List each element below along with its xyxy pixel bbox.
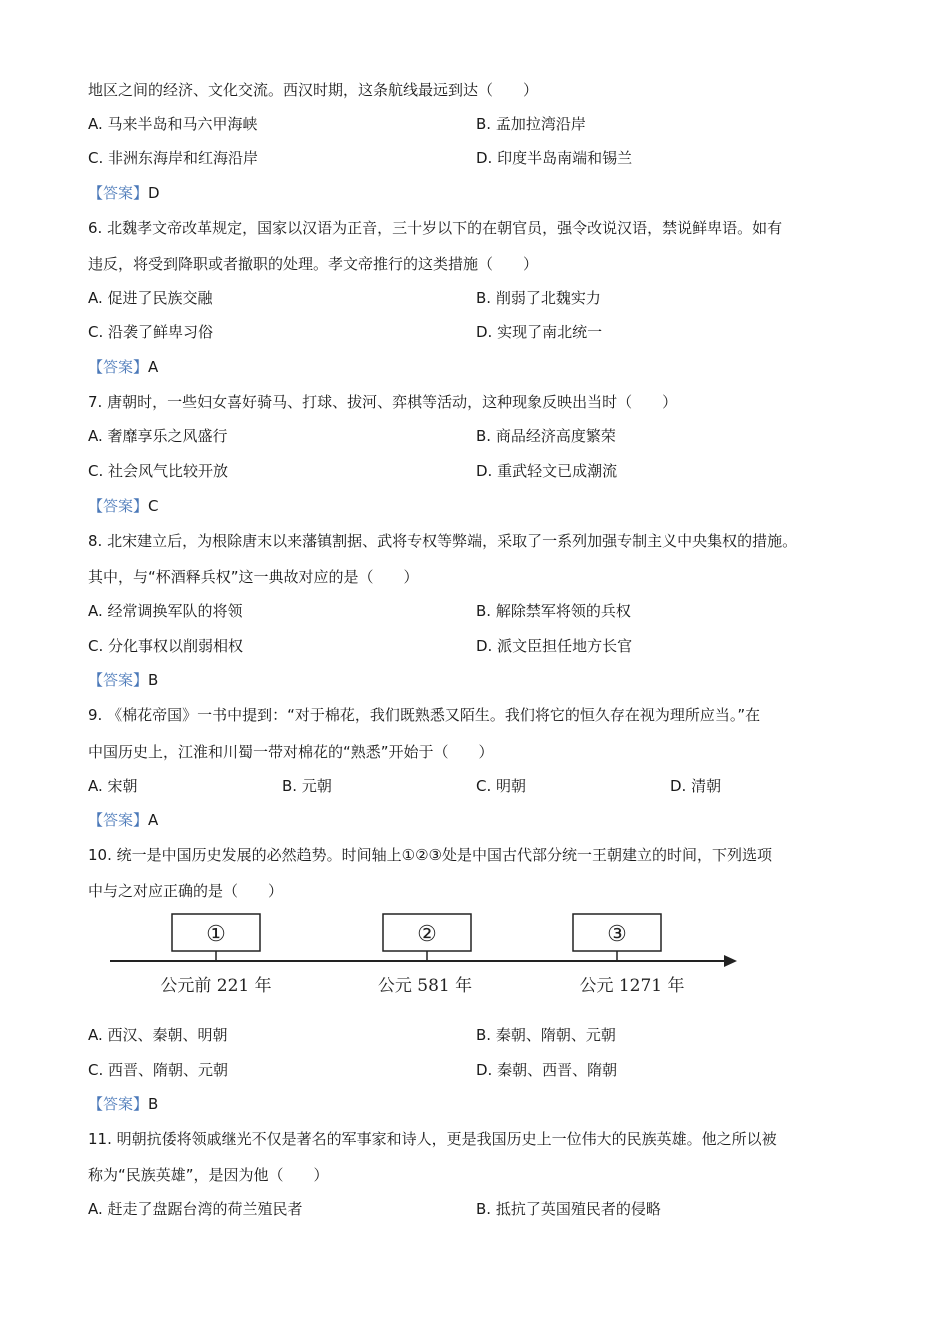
- answer-value: A: [148, 358, 159, 376]
- q9-option-b: B. 元朝: [282, 777, 332, 795]
- q9-stem-line2: 中国历史上，江淮和川蜀一带对棉花的“熟悉”开始于（ ）: [88, 743, 494, 761]
- q11-option-b: B. 抵抗了英国殖民者的侵略: [476, 1200, 661, 1218]
- q10-option-a: A. 西汉、秦朝、明朝: [88, 1026, 228, 1044]
- q11-stem-line1: 11. 明朝抗倭将领戚继光不仅是著名的军事家和诗人，更是我国历史上一位伟大的民族英雄。他之所以被: [88, 1130, 777, 1148]
- q6-stem-line2: 违反，将受到降职或者撤职的处理。孝文帝推行的这类措施（ ）: [88, 255, 539, 273]
- q6-stem-line1: 6. 北魏孝文帝改革规定，国家以汉语为正音，三十岁以下的在朝官员，强令改说汉语，禁说鲜卑语。如有: [88, 219, 783, 237]
- q5-stem-continuation: 地区之间的经济、文化交流。西汉时期，这条航线最远到达（ ）: [88, 81, 539, 99]
- answer-label: 【答案】: [88, 497, 149, 515]
- q6-answer: [88, 357, 158, 377]
- q8-answer: [88, 670, 158, 690]
- q11-stem-line2: 称为“民族英雄”，是因为他（ ）: [88, 1166, 329, 1184]
- answer-label: 【答案】: [88, 671, 149, 689]
- timeline-box-2-label: ②: [417, 922, 437, 947]
- q5-option-c: C. 非洲东海岸和红海沿岸: [88, 149, 259, 167]
- q6-option-d: D. 实现了南北统一: [476, 323, 603, 341]
- q7-answer: [88, 496, 159, 516]
- answer-value: A: [148, 811, 159, 829]
- q9-stem-line1: 9. 《棉花帝国》一书中提到：“对于棉花，我们既熟悉又陌生。我们将它的恒久存在视为理所应当。”在: [88, 706, 761, 724]
- timeline-arrowhead: [724, 955, 737, 967]
- timeline-date-3: 公元 1271 年: [579, 976, 685, 996]
- q7-option-a: A. 奢靡享乐之风盛行: [88, 427, 228, 445]
- answer-label: 【答案】: [88, 811, 149, 829]
- timeline-date-1: 公元前 221 年: [160, 976, 272, 996]
- timeline-box-1-label: ①: [206, 922, 226, 947]
- q9-option-c: C. 明朝: [476, 777, 527, 795]
- answer-value: B: [148, 671, 159, 689]
- q9-option-d: D. 清朝: [670, 777, 722, 795]
- timeline-date-2: 公元 581 年: [377, 976, 473, 996]
- q8-stem-line2: 其中，与“杯酒释兵权”这一典故对应的是（ ）: [88, 568, 419, 586]
- q10-option-c: C. 西晋、隋朝、元朝: [88, 1061, 229, 1079]
- q10-stem-line1: 10. 统一是中国历史发展的必然趋势。时间轴上①②③处是中国古代部分统一王朝建立的时间，下列选项: [88, 846, 772, 864]
- q7-option-d: D. 重武轻文已成潮流: [476, 462, 618, 480]
- q9-option-a: A. 宋朝: [88, 777, 138, 795]
- q7-stem-line1: 7. 唐朝时，一些妇女喜好骑马、打球、拔河、弈棋等活动，这种现象反映出当时（ ）: [88, 393, 678, 411]
- answer-label: 【答案】: [88, 358, 149, 376]
- q11-option-a: A. 赶走了盘踞台湾的荷兰殖民者: [88, 1200, 303, 1218]
- q6-option-b: B. 削弱了北魏实力: [476, 289, 601, 307]
- q8-option-c: C. 分化事权以削弱相权: [88, 637, 244, 655]
- q9-answer: [88, 810, 158, 830]
- q8-option-a: A. 经常调换军队的将领: [88, 602, 243, 620]
- timeline-diagram: [105, 908, 745, 1008]
- answer-label: 【答案】: [88, 1095, 149, 1113]
- q5-option-a: A. 马来半岛和马六甲海峡: [88, 115, 258, 133]
- answer-label: 【答案】: [88, 184, 149, 202]
- q7-option-b: B. 商品经济高度繁荣: [476, 427, 616, 445]
- q10-option-d: D. 秦朝、西晋、隋朝: [476, 1061, 618, 1079]
- q10-answer: [88, 1094, 158, 1114]
- q7-option-c: C. 社会风气比较开放: [88, 462, 229, 480]
- answer-value: B: [148, 1095, 159, 1113]
- q5-answer: [88, 183, 160, 203]
- answer-value: C: [148, 497, 159, 515]
- q6-option-c: C. 沿袭了鲜卑习俗: [88, 323, 214, 341]
- answer-value: D: [148, 184, 160, 202]
- q5-option-d: D. 印度半岛南端和锡兰: [476, 149, 633, 167]
- timeline-box-3-label: ③: [607, 922, 627, 947]
- q8-option-b: B. 解除禁军将领的兵权: [476, 602, 631, 620]
- q6-option-a: A. 促进了民族交融: [88, 289, 213, 307]
- q10-stem-line2: 中与之对应正确的是（ ）: [88, 882, 284, 900]
- q5-option-b: B. 孟加拉湾沿岸: [476, 115, 586, 133]
- q8-option-d: D. 派文臣担任地方长官: [476, 637, 633, 655]
- q10-option-b: B. 秦朝、隋朝、元朝: [476, 1026, 616, 1044]
- q8-stem-line1: 8. 北宋建立后，为根除唐末以来藩镇割据、武将专权等弊端，采取了一系列加强专制主义中央集权的措施。: [88, 532, 798, 550]
